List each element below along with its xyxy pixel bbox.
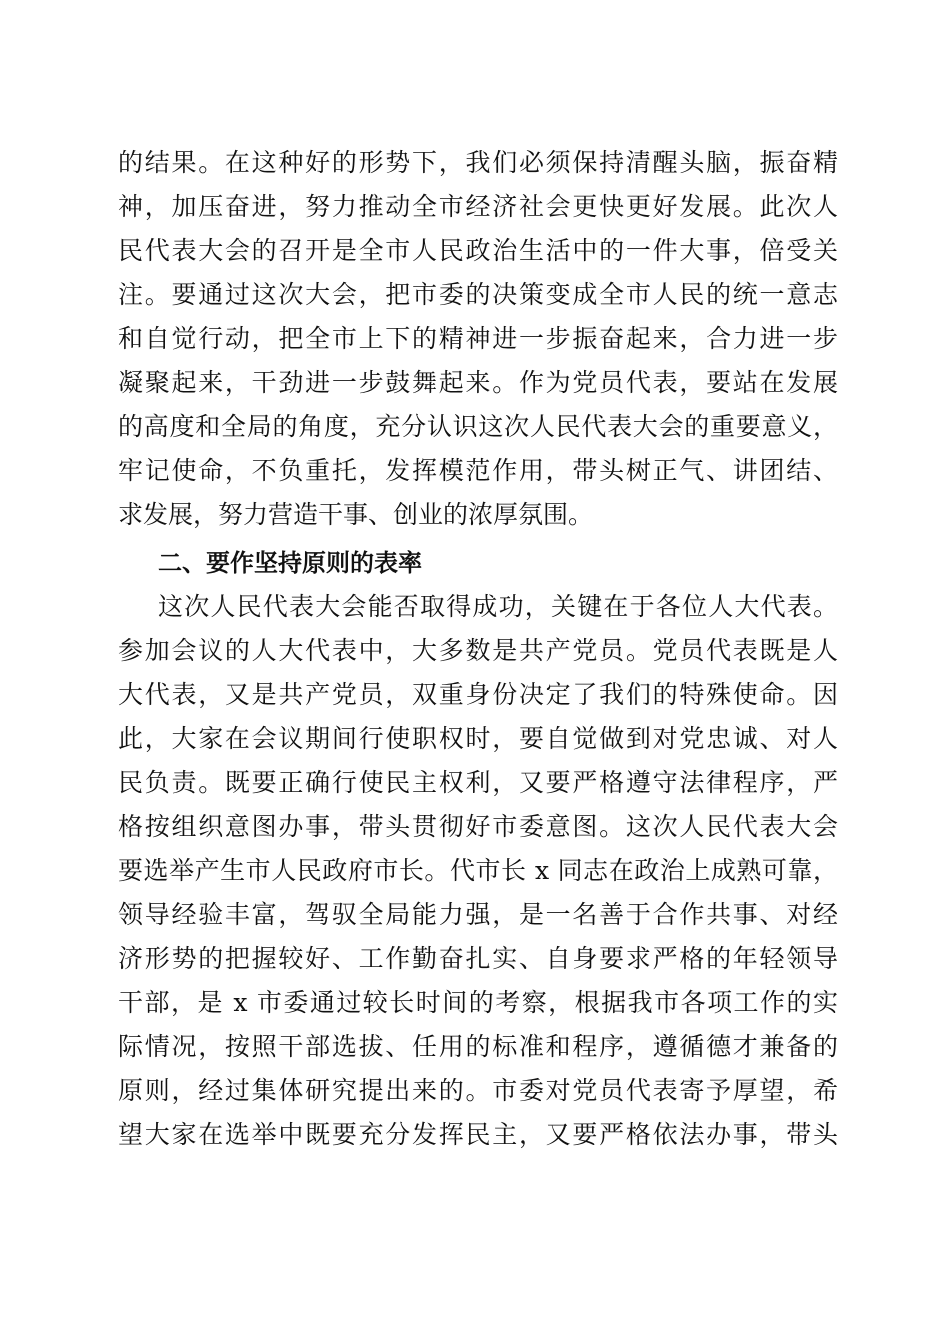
paragraph-line: 注。要通过这次大会，把市委的决策变成全市人民的统一意志 bbox=[118, 280, 838, 309]
paragraph-1 bbox=[118, 141, 838, 537]
paragraph-line: 牢记使命，不负重托，发挥模范作用，带头树正气、讲团结、 bbox=[118, 456, 838, 485]
paragraph-line: 民负责。既要正确行使民主权利，又要严格遵守法律程序，严 bbox=[118, 768, 838, 797]
paragraph-line: 神，加压奋进，努力推动全市经济社会更快更好发展。此次人 bbox=[118, 192, 838, 221]
paragraph-line: 大代表，又是共产党员，双重身份决定了我们的特殊使命。因 bbox=[118, 680, 838, 709]
paragraph-line: 要选举产生市人民政府市长。代市长 x 同志在政治上成熟可靠， bbox=[118, 856, 838, 885]
paragraph-line: 和自觉行动，把全市上下的精神进一步振奋起来，合力进一步 bbox=[118, 324, 838, 353]
paragraph-line: 参加会议的人大代表中，大多数是共产党员。党员代表既是人 bbox=[118, 636, 838, 665]
section-heading-text: 二、要作坚持原则的表率 bbox=[158, 549, 422, 577]
section-heading bbox=[118, 541, 838, 585]
paragraph-line: 干部，是 x 市委通过较长时间的考察，根据我市各项工作的实 bbox=[118, 988, 838, 1017]
paragraph-2 bbox=[118, 585, 838, 1157]
paragraph-line: 此，大家在会议期间行使职权时，要自觉做到对党忠诚、对人 bbox=[118, 724, 838, 753]
paragraph-line: 领导经验丰富，驾驭全局能力强，是一名善于合作共事、对经 bbox=[118, 900, 838, 929]
paragraph-line: 求发展，努力营造干事、创业的浓厚氛围。 bbox=[118, 500, 594, 529]
paragraph-line: 际情况，按照干部选拔、任用的标准和程序，遵循德才兼备的 bbox=[118, 1032, 838, 1061]
paragraph-line: 的结果。在这种好的形势下，我们必须保持清醒头脑，振奋精 bbox=[118, 148, 838, 177]
paragraph-line: 济形势的把握较好、工作勤奋扎实、自身要求严格的年轻领导 bbox=[118, 944, 838, 973]
paragraph-line: 这次人民代表大会能否取得成功，关键在于各位人大代表。 bbox=[158, 592, 838, 621]
paragraph-line: 的高度和全局的角度，充分认识这次人民代表大会的重要意义， bbox=[118, 412, 838, 441]
paragraph-line: 格按组织意图办事，带头贯彻好市委意图。这次人民代表大会 bbox=[118, 812, 838, 841]
paragraph-line: 望大家在选举中既要充分发挥民主，又要严格依法办事，带头 bbox=[118, 1120, 838, 1149]
paragraph-line: 原则，经过集体研究提出来的。市委对党员代表寄予厚望，希 bbox=[118, 1076, 838, 1105]
paragraph-line: 凝聚起来，干劲进一步鼓舞起来。作为党员代表，要站在发展 bbox=[118, 368, 838, 397]
paragraph-line: 民代表大会的召开是全市人民政治生活中的一件大事，倍受关 bbox=[118, 236, 838, 265]
